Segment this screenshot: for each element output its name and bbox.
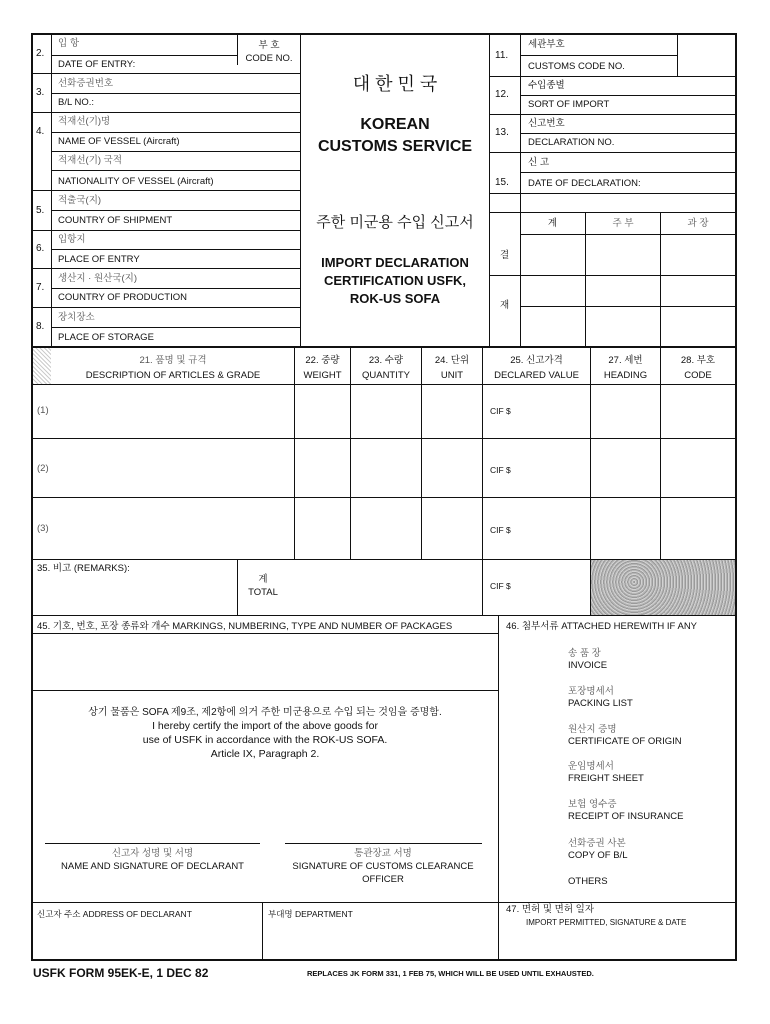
left-field-en: COUNTRY OF PRODUCTION [58,292,187,303]
approval-col-1 [585,212,586,346]
left-field-num: 2. [36,48,45,59]
left-field-en: B/L NO.: [58,97,95,108]
right-field-ko: 세관부호 [528,39,565,50]
attached-item-ko: 포장명세서 [568,686,614,697]
left-sub-3 [51,93,300,94]
attached-item-ko: 선화증권 사본 [568,838,626,849]
items-row-1-bottom [31,438,737,439]
right-field-ko: 수입종별 [528,80,565,91]
customs-service-title: CUSTOMS SERVICE [317,138,473,155]
left-sub-6 [51,249,300,250]
right-sub-12 [520,95,735,96]
left-field-num: 7. [36,282,45,293]
officer-en-1: SIGNATURE OF CUSTOMS CLEARANCE [292,861,474,872]
items-header-en: DECLARED VALUE [494,370,579,381]
left-sub-2 [51,55,237,56]
right-sub-13 [520,133,735,134]
left-field-num: 3. [36,87,45,98]
approval-col-2 [660,212,661,346]
right-field-num: 15. [495,177,509,188]
left-field-ko: 입 항 [58,38,79,49]
attached-item-ko: 운임명세서 [568,761,614,772]
replaces-note: REPLACES JK FORM 331, 1 FEB 75, WHICH WILL BE USED UNTIL EXHAUSTED. [307,969,594,978]
bottom-col-permit [498,902,499,960]
right-row-11 [489,76,736,77]
bottom-col-dept [262,902,263,960]
address-label: 신고자 주소 ADDRESS OF DECLARANT [37,909,192,919]
form-title-1: IMPORT DECLARATION [321,255,469,270]
left-field-num: 4. [36,126,45,137]
right-field-ko: 신 고 [528,157,549,168]
frame-top [31,33,737,35]
left-row-5 [31,230,301,231]
total-ko: 계 [258,574,268,585]
form-title-2: CERTIFICATION USFK, [323,273,467,288]
attached-item-en: FREIGHT SHEET [568,773,644,784]
total-shaded-cell [591,560,735,615]
certify-ko: 상기 물품은 SOFA 제9조, 제2항에 의거 주한 미군용으로 수입 되는 것임을 증명함. [88,707,442,718]
right-field-ko: 신고번호 [528,118,565,129]
form-number: USFK FORM 95EK-E, 1 DEC 82 [33,966,209,980]
certify-en-1: I hereby certify the import of the above goods for [152,720,378,732]
attached-item-en: RECEIPT OF INSURANCE [568,811,684,822]
left-field-ko: 적재선(기) 국적 [58,155,123,166]
right-row-13 [489,152,736,153]
item-row-label: (3) [37,523,49,534]
left-sub-5 [51,210,300,211]
top-section-bottom [31,346,737,348]
top-col-right-start [489,33,490,346]
right-sub-11 [520,55,677,56]
approval-col-chief: 주 부 [612,218,634,229]
frame-bottom [31,959,737,961]
right-row-15 [489,193,736,194]
attached-item-en: CERTIFICATE OF ORIGIN [568,736,682,747]
item-row-cif: CIF $ [490,525,511,535]
top-col-right-code [677,33,678,77]
remarks-bottom [31,615,737,616]
items-header-ko: 22. 중량 [305,355,340,366]
left-sub-7 [51,288,300,289]
ko-country-title: 대 한 민 국 [352,74,438,94]
left-field-num: 6. [36,243,45,254]
approval-header-line [520,234,735,235]
left-field-en: NAME OF VESSEL (Aircraft) [58,136,180,147]
right-sub-15 [520,172,735,173]
left-field-en: DATE OF ENTRY: [58,59,136,70]
left-field-ko: 적재선(기)명 [58,116,111,127]
items-header-en: QUANTITY [361,370,411,381]
right-field-en: DECLARATION NO. [528,137,615,148]
left-field-ko: 적출국(지) [58,195,102,206]
items-header-ko: 21. 품명 및 규격 [139,355,207,366]
attached-item-en: INVOICE [568,660,608,671]
left-sub-4b [51,170,300,171]
left-field-num: 8. [36,321,45,332]
items-header-en: DESCRIPTION OF ARTICLES & GRADE [85,370,261,381]
right-field-num: 11. [495,50,509,61]
left-field-ko: 입항지 [58,234,86,245]
left-row-2 [31,73,301,74]
officer-en-2: OFFICER [362,874,404,885]
items-header-ko: 25. 신고가격 [510,355,563,366]
attached-item-ko: 보험 영수증 [568,799,617,810]
markings-label: 45. 기호, 번호, 포장 종류와 개수 MARKINGS, NUMBERING, TYPE AND NUMBER OF PACKAGES [37,621,453,632]
officer-signature-line [285,843,482,844]
attached-item-en: PACKING LIST [568,698,633,709]
items-header-bottom [31,384,737,385]
certify-en-3: Article IX, Paragraph 2. [210,748,320,760]
item-row-label: (1) [37,405,49,416]
attached-item-ko: 송 품 장 [568,648,601,659]
approval-mid-line [489,275,736,276]
department-label: 부대명 DEPARTMENT [268,909,353,919]
item-row-cif: CIF $ [490,406,511,416]
approval-col-total: 계 [547,218,558,229]
left-field-en: COUNTRY OF SHIPMENT [58,215,173,226]
code-ko: 부 호 [258,40,280,51]
declarant-en: NAME AND SIGNATURE OF DECLARANT [61,861,244,872]
items-row-2-bottom [31,497,737,498]
items-corner-shade [33,348,51,384]
markings-header-line [31,633,499,634]
left-field-ko: 장치장소 [58,312,95,323]
markings-body-line [31,690,499,691]
items-header-ko: 27. 세번 [608,355,643,366]
items-header-en: HEADING [603,370,648,381]
total-cif: CIF $ [490,581,511,591]
right-field-num: 12. [495,89,509,100]
left-field-en: PLACE OF ENTRY [58,254,140,265]
right-field-en: CUSTOMS CODE NO. [528,61,625,72]
bottom-row-top [31,902,737,903]
attached-item-en: COPY OF B/L [568,850,628,861]
items-header-en: CODE [684,370,712,381]
permit-label-1: 47. 면허 및 면허 일자 [506,904,595,915]
code-en: CODE NO. [245,53,293,64]
left-row-3 [31,112,301,113]
remarks-label: 35. 비고 (REMARKS): [37,563,130,574]
left-sub-4 [51,132,300,133]
approval-col-director: 과 장 [687,218,709,229]
attached-item-en: OTHERS [568,876,608,887]
items-header-en: UNIT [440,370,464,381]
left-field-en: NATIONALITY OF VESSEL (Aircraft) [58,176,214,187]
left-field-num: 5. [36,205,45,216]
korean-title: KOREAN [360,116,430,133]
approval-side-2: 재 [500,300,510,311]
right-field-en: SORT OF IMPORT [528,99,610,110]
attached-title: 46. 첨부서류 ATTACHED HEREWITH IF ANY [506,621,698,632]
items-header-en: WEIGHT [303,370,342,381]
item-row-cif: CIF $ [490,465,511,475]
items-header-ko: 24. 단위 [434,355,470,366]
right-field-num: 13. [495,127,509,138]
approval-side-1: 결 [500,250,510,261]
left-field-ko: 생산지 · 원산국(지) [58,273,138,284]
left-field-ko: 선화증권번호 [58,78,114,89]
left-row-6 [31,268,301,269]
left-field-en: PLACE OF STORAGE [58,332,154,343]
attached-item-ko: 원산지 증명 [568,724,617,735]
left-row-4 [51,151,301,152]
approval-top [489,212,736,213]
items-header-ko: 23. 수량 [368,355,404,366]
right-row-12 [489,114,736,115]
ko-form-title: 주한 미군용 수입 신고서 [316,214,474,231]
right-field-en: DATE OF DECLARATION: [528,178,641,189]
form-title-3: ROK-US SOFA [349,291,441,306]
left-sub-8 [51,327,300,328]
permit-label-2: IMPORT PERMITTED, SIGNATURE & DATE [526,918,687,927]
left-row-7 [31,307,301,308]
declarant-ko: 신고자 성명 및 서명 [111,848,194,859]
certify-en-2: use of USFK in accordance with the ROK-US SOFA. [142,734,388,746]
left-row-4b [31,190,301,191]
item-row-label: (2) [37,463,49,474]
items-col-value [482,348,483,616]
top-col-right-num [520,33,521,346]
officer-ko: 통관장교 서명 [354,848,412,859]
declarant-signature-line [45,843,260,844]
items-header-ko: 28. 부호 [680,355,716,366]
approval-mid-line-2 [520,306,735,307]
total-en: TOTAL [248,587,278,598]
